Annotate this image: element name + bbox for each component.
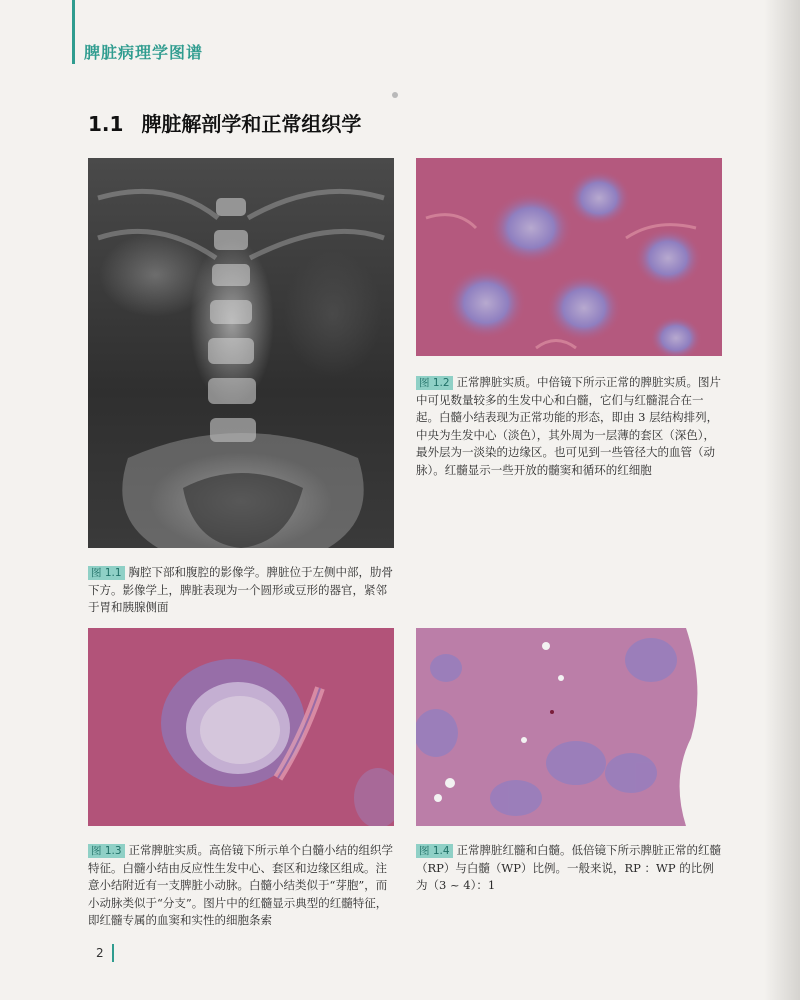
histology-image-1-2 [416, 158, 722, 356]
page-number: 2 [96, 946, 104, 960]
caption-text: 胸腔下部和腹腔的影像学。脾脏位于左侧中部，肋骨下方。影像学上，脾脏表现为一个圆形或豆形的器官，紧邻于胃和胰腺侧面 [88, 565, 394, 614]
histology-illustration-1-3 [88, 628, 394, 826]
decorative-dot [392, 92, 398, 98]
section-heading [88, 108, 361, 137]
figure-caption-1-1 [88, 564, 394, 617]
figure-label: 图 1.4 [416, 844, 453, 858]
figure-caption-1-2 [416, 374, 722, 479]
page-edge-shadow [764, 0, 800, 1000]
figure-label: 图 1.1 [88, 566, 125, 580]
histology-illustration-1-4 [416, 628, 722, 826]
figure-caption-1-4 [416, 842, 722, 895]
section-title-text: 脾脏解剖学和正常组织学 [141, 112, 362, 136]
caption-text: 正常脾脏实质。高倍镜下所示单个白髓小结的组织学特征。白髓小结由反应性生发中心、套区和边缘区组成。注意小结附近有一支脾脏小动脉。白髓小结类似于“芽胞”，而小动脉类似于“分支”。图片中的红髓显示典型的红髓特征，即红髓专属的血窦和实性的细胞条索 [88, 843, 394, 927]
caption-text: 正常脾脏实质。中倍镜下所示正常的脾脏实质。图片中可见数量较多的生发中心和白髓，它们与红髓混合在一起。白髓小结表现为正常功能的形态，即由 3 层结构排列，中央为生发中心（淡色），其外周为一层薄的套区（深色），最外层为一淡染的边缘区。也可见到一些管径大的血管（动脉）。红髓显示一些开放的髓窦和循环的红细胞 [416, 375, 722, 477]
histology-image-1-4 [416, 628, 722, 826]
running-title: 脾脏病理学图谱 [84, 43, 204, 62]
figure-caption-1-3 [88, 842, 394, 930]
xray-illustration [88, 158, 394, 548]
footer-accent-rule [112, 944, 114, 962]
histology-image-1-3 [88, 628, 394, 826]
histology-illustration-1-2 [416, 158, 722, 356]
caption-text: 正常脾脏红髓和白髓。低倍镜下所示脾脏正常的红髓（RP）与白髓（WP）比例。一般来说，RP ：WP 的比例为（3 ~ 4）：1 [416, 843, 722, 892]
figure-label: 图 1.2 [416, 376, 453, 390]
section-number: 1.1 [88, 112, 124, 136]
figure-label: 图 1.3 [88, 844, 125, 858]
header-accent-rule [72, 0, 75, 64]
xray-image [88, 158, 394, 548]
